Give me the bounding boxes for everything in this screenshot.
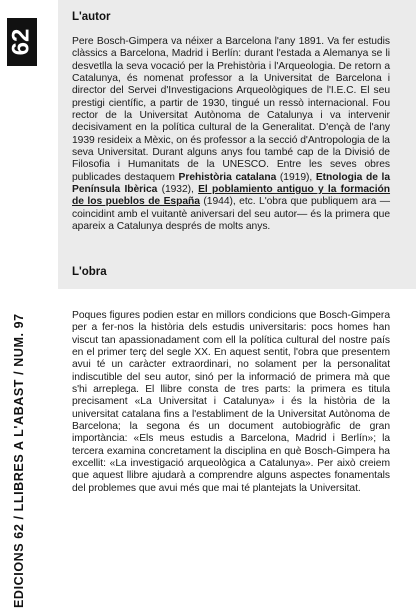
work-title-1: Prehistòria catalana (178, 171, 277, 183)
author-paragraph (72, 36, 390, 234)
author-heading: L'autor (72, 11, 111, 23)
work-title-3: El poblamiento antiguo y la formación de los pueblos de España (72, 184, 391, 208)
work-title-2: Etnologia de la Península Ibèrica (72, 171, 391, 196)
work-panel (58, 289, 416, 615)
spine-series-text: EDICIONS 62 / LLIBRES A L'ABAST / NUM. 97 (12, 313, 26, 608)
author-panel (58, 0, 416, 289)
work-year-2: (1932), (161, 184, 194, 196)
spine (0, 0, 46, 615)
work-paragraph: Poques figures podien estar en millors condicions que Bosch-Gimpera per a fer-nos la història dels estudis universitaris: pocs homes han viscut tan apassionadament com ell la política cultural del nostre país en el primer terç del segle XX. En aquest sentit, l'obra que presentem avui té un caràcter extraordinari, no solament per la personalitat indiscutible del seu autor, sinó per la informació de primera mà que s'hi arreplega. El llibre consta de tres parts: la primera es titula precisament «La Universitat i Catalunya» i és la història de la universitat catalana fins a l'establiment de la Universitat Autònoma de Barcelona; la segona és un document autobiogràfic de gran importància: «Els meus estudis a Barcelona, Madrid i Berlín»; la tercera examina concretament la disciplina en què Bosch-Gimpera ha excellit: «La investigació arqueològica a Catalunya». Per això creiem que aquest llibre ajudarà a comprendre alguns aspectes fonamentals del problemes que avui més que mai té plantejats la Universitat. (72, 310, 390, 494)
work-year-1: (1919), (279, 171, 313, 183)
author-text: Pere Bosch-Gimpera va néixer a Barcelona l'any 1891. Va fer estudis clàssics a Barcelona, Madrid i Berlín: durant l'estada a Alemanya se li desvetlla la seva vocació per la Prehistòria i l'Arqueologia. De retorn a Catalunya, és nomenat professor a la Universitat de Barcelona i director del Servei d'Investigacions Arqueològiques de l'I.E.C. El seu prestigi científic, a partir de 1930, tingué un ressò internacional. Fou rector de la Universitat Autònoma de Catalunya i va intervenir decisivament en la política cultural de la Generalitat. D'ençà de l'any 1939 resideix a Mèxic, on és professor a la secció d'Antropologia de la seva Universitat. Durant alguns anys fou també cap de la Divisió de Filosofia i Humanitats de la UNESCO. Entre les seves obres publicades destaquem (72, 36, 390, 183)
work-heading: L'obra (72, 266, 107, 278)
author-tail: (1944), etc. L'obra que publiquem ara —coincidint amb el vuitantè aniversari del seu autor— és la primera que apareix a Catalunya després de molts anys. (72, 196, 390, 233)
publisher-logo (7, 18, 37, 66)
publisher-logo-text: 62 (7, 28, 35, 56)
